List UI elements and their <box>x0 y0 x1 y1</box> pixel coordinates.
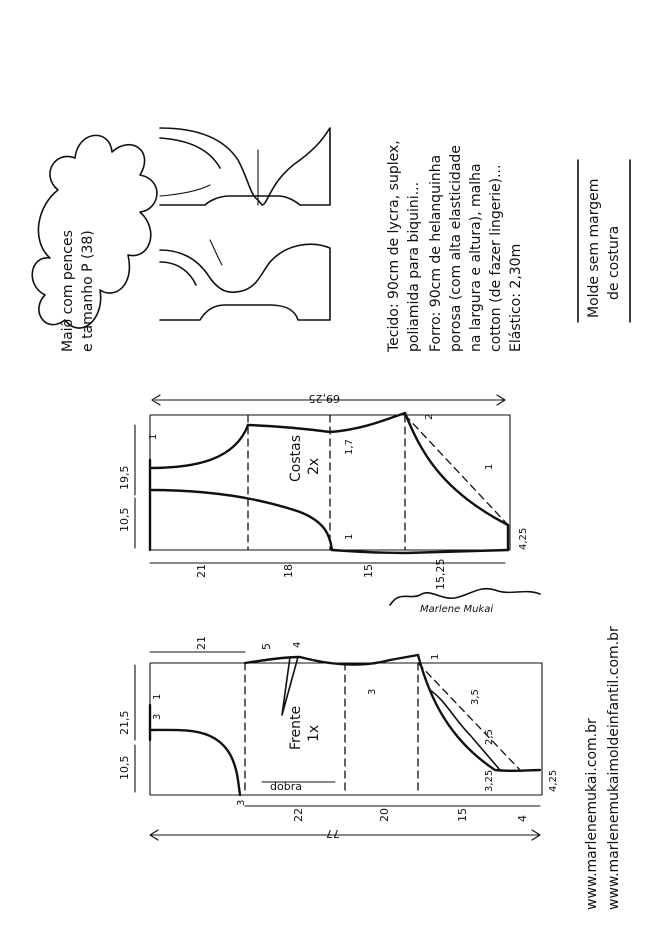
front-seg-20: 20 <box>378 808 391 822</box>
front-mark-3-dart: 3 <box>367 688 378 695</box>
title-line-1: Maiô com pences <box>60 230 76 352</box>
front-height-bottom: 10,5 <box>118 755 131 780</box>
front-seg-5: 5 <box>260 643 273 650</box>
back-piece <box>118 392 529 590</box>
front-mark-25: 2,5 <box>484 729 495 745</box>
front-seg-15: 15 <box>456 808 469 822</box>
notes-line-6: cotton (de fazer lingerie)... <box>488 164 504 352</box>
back-mark-1-mid: 1 <box>344 533 355 540</box>
front-qty: 1x <box>306 724 322 742</box>
title-cloud <box>32 135 157 352</box>
front-mark-425: 4,25 <box>548 769 559 792</box>
front-mark-1-right: 1 <box>430 653 441 660</box>
back-mark-2: 2 <box>424 413 435 420</box>
front-mark-3-bottom: 3 <box>236 799 247 806</box>
notes-line-1: Tecido: 90cm de lycra, suplex, <box>386 140 402 352</box>
front-seg-22: 22 <box>292 808 305 822</box>
signature-text: Marlene Mukai <box>420 604 494 615</box>
notes-line-2: poliamida para biquini... <box>406 181 422 352</box>
front-seg-4: 4 <box>516 815 529 822</box>
back-height-bottom: 10,5 <box>118 507 131 532</box>
back-qty: 2x <box>306 457 322 475</box>
front-mark-35: 3,5 <box>470 689 481 705</box>
seam-allowance-note <box>578 160 630 322</box>
swimsuit-sketch-front <box>160 240 330 320</box>
back-seg-2: 18 <box>282 564 295 578</box>
url-2: www.marlenemukaimoldeinfantil.com.br <box>606 626 622 910</box>
front-fold: dobra <box>270 780 302 793</box>
url-1: www.marlenemukai.com.br <box>584 718 600 910</box>
signature <box>390 589 540 615</box>
notes-line-3: Forro: 90cm de helanquinha <box>428 154 444 352</box>
back-mark-1-top: 1 <box>148 433 159 440</box>
seam-note-line-1: Molde sem margem <box>586 178 602 318</box>
swimsuit-sketch-back <box>160 128 330 205</box>
back-total-length: 69,25 <box>308 392 340 405</box>
back-mark-1-right: 1 <box>484 463 495 470</box>
back-height-top: 19,5 <box>118 465 131 490</box>
front-mark-4: 4 <box>292 641 303 648</box>
front-name: Frente <box>288 705 304 750</box>
back-mark-425: 4,25 <box>518 527 529 550</box>
front-piece <box>118 636 559 840</box>
notes-line-4: porosa (com alta elasticidade <box>448 145 464 352</box>
back-name: Costas <box>288 435 304 482</box>
front-height-top: 21,5 <box>118 710 131 735</box>
fabric-notes <box>386 140 524 353</box>
back-mark-17: 1,7 <box>344 439 355 455</box>
front-seg-21: 21 <box>195 636 208 650</box>
notes-line-5: na largura e altura), malha <box>468 163 484 352</box>
front-mark-325: 3,25 <box>484 769 495 792</box>
back-seg-3: 15 <box>362 564 375 578</box>
seam-note-line-2: de costura <box>606 225 622 300</box>
website-urls <box>584 626 622 910</box>
back-seg-4: 15,25 <box>434 558 447 590</box>
front-mark-1: 1 <box>152 693 163 700</box>
title-line-2: e tamanho P (38) <box>80 230 96 352</box>
back-seg-1: 21 <box>195 564 208 578</box>
front-total-length: 77 <box>326 827 340 840</box>
notes-line-7: Elástico: 2,30m <box>508 243 524 352</box>
front-mark-3-top: 3 <box>152 713 163 720</box>
